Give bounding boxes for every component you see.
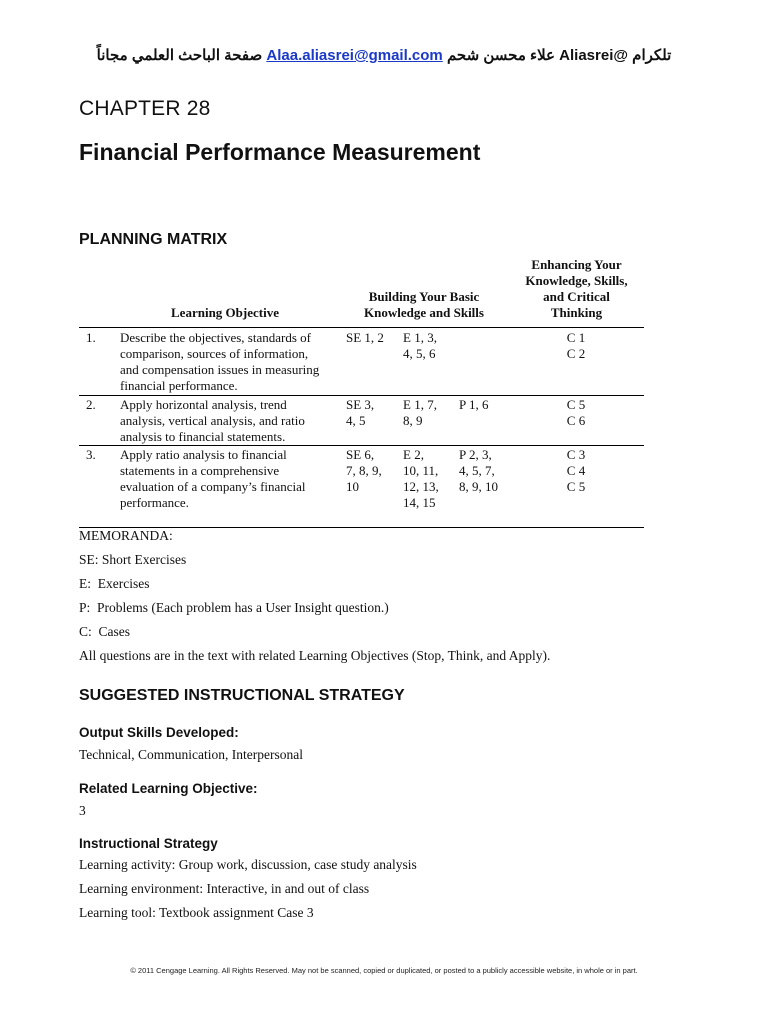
- objective-line: Apply horizontal analysis, trend: [120, 397, 287, 412]
- c-line: C 5: [566, 397, 586, 412]
- e-line: 14, 15: [403, 495, 436, 510]
- c-line: C 4: [566, 463, 586, 478]
- c-line: C 5: [566, 479, 586, 494]
- col-header-building-line: Knowledge and Skills: [364, 305, 484, 320]
- header-contact-line: [0, 46, 768, 64]
- p-line: 8, 9, 10: [459, 479, 498, 494]
- objective-line: analysis, vertical analysis, and ratio: [120, 413, 305, 428]
- objective-line: financial performance.: [120, 378, 238, 393]
- e-line: E 1, 7,: [403, 397, 437, 412]
- memoranda-line: All questions are in the text with related Learning Objectives (Stop, Think, and Apply).: [79, 648, 551, 663]
- col-header-enhancing-line: and Critical: [543, 289, 610, 304]
- strategy-item: Learning environment: Interactive, in and out of class: [79, 881, 370, 896]
- row-cases: [536, 330, 616, 362]
- related-objective-text: 3: [79, 803, 86, 818]
- header-text-part2: صفحة الباحث العلمي مجاناً: [96, 47, 263, 64]
- row-number: 2.: [86, 397, 96, 412]
- col-header-enhancing: [511, 257, 642, 321]
- memoranda-line: C: Cases: [79, 624, 131, 639]
- e-line: 4, 5, 6: [403, 346, 436, 361]
- objective-line: and compensation issues in measuring: [120, 362, 320, 377]
- row-objective: [120, 397, 338, 445]
- row-objective: [120, 330, 338, 394]
- row-short-exercises: [346, 397, 396, 429]
- objective-line: performance.: [120, 495, 189, 510]
- row-problems: [459, 397, 509, 413]
- chapter-label: CHAPTER 28: [79, 97, 211, 120]
- memoranda-line: P: Problems (Each problem has a User Insight question.): [79, 600, 389, 615]
- e-line: 12, 13,: [403, 479, 439, 494]
- se-line: 4, 5: [346, 413, 366, 428]
- strategy-item: Learning activity: Group work, discussion, case study analysis: [79, 857, 417, 872]
- header-email-link[interactable]: Alaa.aliasrei@gmail.com: [266, 47, 443, 64]
- col-header-enhancing-line: Thinking: [550, 305, 603, 320]
- se-line: 7, 8, 9,: [346, 463, 382, 478]
- c-line: C 6: [566, 413, 586, 428]
- table-rule-top: [79, 327, 644, 328]
- related-objective-heading: Related Learning Objective:: [79, 781, 258, 796]
- output-skills-text: Technical, Communication, Interpersonal: [79, 747, 303, 762]
- objective-line: analysis to financial statements.: [120, 429, 286, 444]
- output-skills-heading: Output Skills Developed:: [79, 725, 239, 740]
- chapter-title: Financial Performance Measurement: [79, 139, 481, 165]
- objective-line: statements in a comprehensive: [120, 463, 280, 478]
- row-exercises: [403, 397, 455, 429]
- instructional-strategy-heading: Instructional Strategy: [79, 836, 218, 851]
- table-rule: [79, 445, 644, 446]
- e-line: E 1, 3,: [403, 330, 437, 345]
- se-line: SE 1, 2: [346, 330, 384, 345]
- p-line: P 2, 3,: [459, 447, 492, 462]
- se-line: 10: [346, 479, 359, 494]
- col-header-learning-objective: Learning Objective: [171, 305, 279, 320]
- col-header-enhancing-line: Enhancing Your: [531, 257, 622, 272]
- row-exercises: [403, 330, 455, 362]
- table-rule: [79, 395, 644, 396]
- row-short-exercises: [346, 330, 396, 346]
- p-line: P 1, 6: [459, 397, 489, 412]
- row-cases: [536, 447, 616, 495]
- row-number: 1.: [86, 330, 96, 345]
- memoranda-label: MEMORANDA:: [79, 528, 173, 543]
- se-line: SE 3,: [346, 397, 375, 412]
- p-line: 4, 5, 7,: [459, 463, 495, 478]
- objective-line: evaluation of a company’s financial: [120, 479, 306, 494]
- planning-matrix-heading: PLANNING MATRIX: [79, 231, 228, 248]
- row-exercises: [403, 447, 455, 511]
- c-line: C 2: [566, 346, 586, 361]
- strategy-item: Learning tool: Textbook assignment Case 3: [79, 905, 314, 920]
- row-short-exercises: [346, 447, 396, 495]
- objective-line: Describe the objectives, standards of: [120, 330, 311, 345]
- strategy-heading: SUGGESTED INSTRUCTIONAL STRATEGY: [79, 687, 405, 704]
- row-objective: [120, 447, 338, 511]
- e-line: 8, 9: [403, 413, 423, 428]
- se-line: SE 6,: [346, 447, 375, 462]
- row-problems: [459, 447, 509, 495]
- row-number: 3.: [86, 447, 96, 462]
- col-header-building: [346, 289, 502, 321]
- memoranda-line: SE: Short Exercises: [79, 552, 187, 567]
- c-line: C 1: [566, 330, 586, 345]
- row-cases: [536, 397, 616, 429]
- e-line: 10, 11,: [403, 463, 439, 478]
- col-header-enhancing-line: Knowledge, Skills,: [525, 273, 628, 288]
- e-line: E 2,: [403, 447, 424, 462]
- memoranda-line: E: Exercises: [79, 576, 150, 591]
- objective-line: Apply ratio analysis to financial: [120, 447, 287, 462]
- col-header-building-line: Building Your Basic: [368, 289, 480, 304]
- c-line: C 3: [566, 447, 586, 462]
- header-text-part1: تلكرام @Aliasrei علاء محسن شحم: [446, 47, 672, 64]
- copyright-footer: © 2011 Cengage Learning. All Rights Reserved. May not be scanned, copied or duplicated, or posted to a publicly accessible website, in whole or in part.: [130, 966, 638, 975]
- objective-line: comparison, sources of information,: [120, 346, 309, 361]
